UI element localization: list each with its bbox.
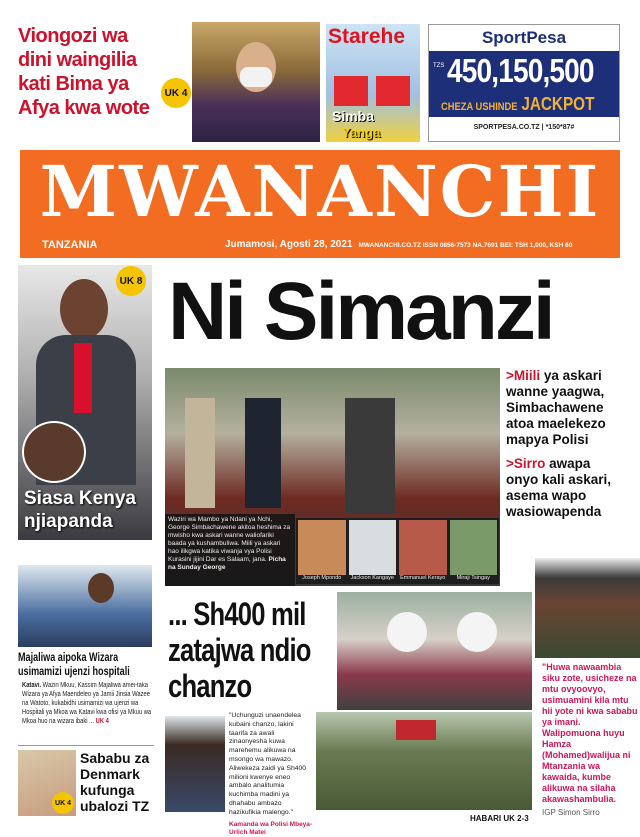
victim-name: Jackson Kangaye [350, 575, 394, 581]
masthead [20, 150, 620, 258]
page-badge: UK 8 [116, 266, 146, 296]
cover-line-2: Yanga [342, 125, 381, 140]
page-badge: UK 4 [52, 792, 74, 814]
victim-card [450, 520, 498, 582]
issue-meta: MWANANCHI.CO.TZ ISSN 0856-7573 NA.7691 BEI: TSH 1,000, KSH 60 [358, 242, 573, 249]
issue-date: Jumamosi, Agosti 28, 2021 [225, 239, 353, 250]
victim-name: Emmanuel Kerayo [400, 575, 446, 581]
bullet-lead: >Miili [506, 368, 541, 383]
sportpesa-ad[interactable]: SportPesa TZS 450,150,500 CHEZA USHINDE JACKPOT SPORTPESA.CO.TZ | *150*87# [428, 24, 620, 142]
bullet-text: ya askari wanne yaagwa, Simbachawene atoa maelekezo mapya Polisi [506, 368, 606, 447]
bullet-text: awapa onyo kali askari, asema wapo wasiowapenda [506, 456, 612, 519]
victim-card [349, 520, 397, 582]
teaser-headline[interactable]: Viongozi wa dini waingilia kati Bima ya Afya kwa wote [18, 25, 150, 119]
ad-brand: SportPesa [481, 28, 567, 47]
cover-line: Simba [332, 108, 375, 124]
kenya-headline: Siasa Kenya njiapanda [24, 488, 136, 532]
igp-quote-block [542, 662, 638, 818]
mourners-photo[interactable] [337, 592, 532, 710]
bullet-item[interactable] [506, 456, 622, 520]
photo-caption: Waziri wa Mambo ya Ndani ya Nchi, George Simbachawene akitoa heshima za mwisho kwa askari wanne waliofariki baada ya kushambuliwa. Miili ya askari hao ilikgwa katika viwanja vya Polisi Kurasini jijini Dar es Salaam, jana. [168, 516, 291, 563]
victim-card [298, 520, 346, 582]
majaliwa-body: Waziri Mkuu, Kassim Majaliwa amei-taka Wizara ya Afya Maendeleo ya Jamii Jinsia Wazee na Watoto, kukabidhi usimamizi wa ujenzi wa Hospitali ya Mkoa wa Katavi kwa ofisi ya Mkuu wa Mkoa huo na wizara ibaki ... [22, 682, 152, 725]
igp-photo [535, 558, 640, 658]
igp-quote: "Huwa nawaambia siku zote, usicheze na mtu ovyoovyo, usimuamini kila mtu hii yote ni kwa sababu ya imani. Walipomuona huyu Hamza (Mohamed)walijua ni Mtanzania wa kawaida, kumbe alikuwa na silaha akawashambulia. [542, 662, 638, 804]
ad-jackpot: JACKPOT [521, 94, 595, 114]
divider [18, 745, 154, 746]
majaliwa-photo[interactable] [18, 565, 152, 647]
igp-name: IGP Simon Sirro [542, 808, 600, 817]
police-photo [316, 712, 532, 810]
victim-card [399, 520, 447, 582]
page-badge: UK 4 [161, 78, 191, 108]
commander-quote: "Uchunguzi unaendelea kubaini chanzo, lakini taarifa za awali zinaonyesha kuwa marehemu alikuwa na msongo wa mawazo. Aliwekeza zaidi ya Sh400 milioni kwenye eneo ambalo analitumia kuchimba madini ya dhahabu ambazo hazikufikia malengo." [229, 712, 307, 816]
majaliwa-story [18, 650, 154, 726]
main-headline[interactable]: Ni Simanzi [168, 266, 553, 357]
masthead-title: MWANANCHI [39, 150, 601, 233]
photo-credit: Picha na Sunday George [168, 556, 286, 571]
denmark-headline[interactable]: Sababu za Denmark kufunga ubalozi TZ [80, 750, 150, 814]
commander-photo [165, 716, 225, 812]
victim-name: Joseph Mpondo [302, 575, 342, 581]
ad-ussd: *150*87# [545, 124, 575, 131]
dateline: Katavi. [22, 682, 42, 689]
ad-amount: 450,150,500 [447, 52, 594, 89]
majaliwa-headline[interactable]: Majaliwa aipoka Wizara usimamizi ujenzi hospitali [18, 650, 130, 678]
kenyatta-photo[interactable] [18, 265, 152, 540]
funeral-photo[interactable] [165, 368, 500, 586]
starehe-title: Starehe [328, 25, 406, 48]
quote-attribution: Kamanda wa Polisi Mbeya- Urlich Matei [229, 820, 313, 836]
ad-slogan: CHEZA USHINDE [441, 101, 518, 113]
bullet-item[interactable] [506, 368, 622, 448]
second-headline[interactable]: ... Sh400 mil zatajwa ndio chanzo [168, 596, 311, 704]
bullet-list [506, 368, 622, 520]
starehe-cover[interactable] [326, 24, 420, 142]
ad-currency: TZS [433, 63, 445, 69]
page-ref[interactable]: UK 4 [95, 718, 109, 725]
masthead-country: TANZANIA [42, 239, 98, 251]
ad-site: SPORTPESA.CO.TZ [473, 124, 540, 131]
commander-quote-block [229, 712, 314, 837]
victim-name: Miraji Tsingay [456, 575, 490, 581]
bishop-photo [192, 22, 320, 142]
bullet-lead: >Sirro [506, 456, 546, 471]
page-ref[interactable]: HABARI UK 2-3 [470, 814, 529, 823]
